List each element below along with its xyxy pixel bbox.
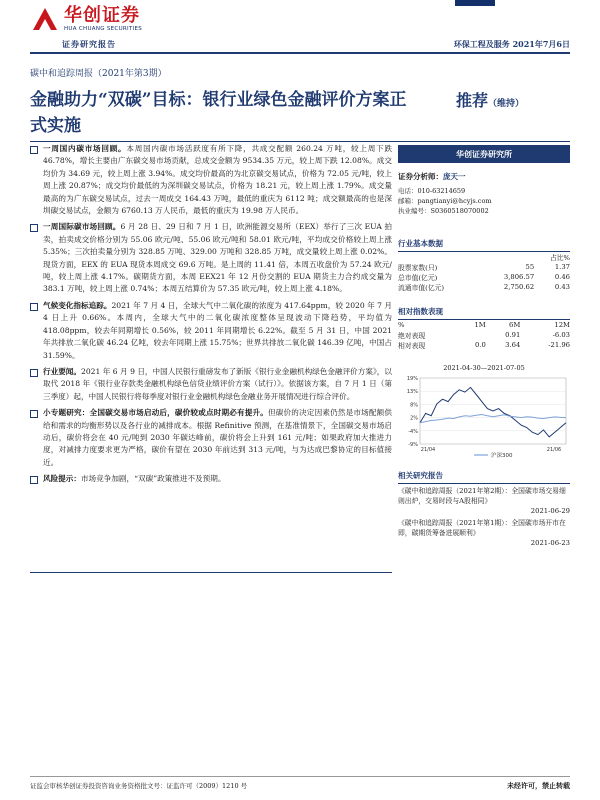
bullet-text [43, 366, 392, 403]
perf-header-cell: 1M [474, 321, 486, 329]
bullet-text [43, 473, 225, 485]
institute-banner: 华创证券研究所 [398, 145, 570, 163]
bullet-body: 但碳价的决定因素仍然是市场配额供给和需求的均衡形势以及各行业的减排成本。根据 Refinitive 预测，在基准情景下，全国碳交易市场启动后，碳价将会在 40 元/吨到 2030 年碳达峰前，碳价将会上升到 161 元/吨；如果政府加大推进力度，对减排力度要求更为严格，碳价有望在 2030 年前达到 313 元/吨，与为达成巴黎协定的目标值接近。 [43, 408, 392, 467]
perf-cell: -6.03 [552, 331, 570, 339]
relative-performance-chart [398, 374, 570, 460]
rating [456, 88, 524, 111]
basic-cell: 流通市值(亿元) [398, 284, 445, 292]
chart-y-tick-label: 13% [406, 389, 418, 396]
bullet-body: 市场竞争加剧，“双碳”政策推进不及预期。 [80, 474, 226, 484]
title-divider [30, 141, 570, 142]
chart-y-tick-label: -9% [408, 442, 418, 448]
perf-cell: 3.64 [505, 341, 521, 349]
bullet-heading: 一周国际碳市场回顾。 [43, 222, 121, 232]
basic-data-table [398, 252, 570, 292]
perf-header-cell: 12M [554, 321, 570, 329]
table-row [398, 330, 570, 340]
perf-header-cell: 6M [509, 321, 521, 329]
analyst-phone: 电话：010-63214659 [398, 187, 466, 195]
chart-x-tick-label: 21/04 [420, 447, 436, 453]
basic-cell: 0.46 [554, 273, 570, 281]
rating-main: 推荐 [456, 91, 489, 110]
footer-license: 证监会审核华创证券投资咨询业务资格批文号：证监许可（2009）1210 号 [30, 782, 248, 790]
basic-header-cell [480, 252, 534, 262]
report-kind: 证券研究报告 [62, 39, 116, 49]
summary-bullet [30, 473, 392, 485]
table-row [398, 272, 570, 282]
sidebar [398, 143, 570, 548]
basic-cell: 总市值(亿元) [398, 274, 438, 282]
table-row [398, 340, 570, 350]
summary-bullet [30, 366, 392, 403]
perf-cell: 绝对表现 [398, 332, 426, 340]
header-divider [30, 52, 570, 54]
chart-svg [398, 374, 570, 460]
basic-cell: 0.43 [554, 283, 570, 291]
bullet-heading: 风险提示： [43, 474, 81, 484]
company-logo [30, 6, 142, 32]
basic-cell: 2,750.62 [503, 283, 535, 291]
report-title: 金融助力“双碳”目标：银行业绿色金融评价方案正式实施 [30, 90, 407, 136]
bullet-heading: 气候变化指标追踪。 [43, 300, 112, 310]
table-row [398, 320, 570, 330]
basic-cell: 55 [525, 263, 535, 271]
basic-header-cell: 占比% [549, 254, 570, 262]
summary-bullet [30, 143, 392, 217]
chart-y-tick-label: 19% [406, 376, 418, 382]
perf-cell: 相对表现 [398, 342, 426, 350]
bullet-heading: 一周国内碳市场回顾。 [43, 144, 127, 153]
perf-cell: -21.96 [548, 341, 570, 349]
chart-x-tick-label: 21/06 [546, 447, 562, 453]
table-row [398, 262, 570, 272]
bullet-square-icon [30, 369, 38, 377]
related-report-date-1: 2021-06-29 [530, 507, 570, 515]
basic-cell: 1.37 [554, 263, 570, 271]
bullet-square-icon [30, 410, 38, 418]
report-industry-date: 环保工程及服务 2021年7月6日 [453, 39, 570, 49]
report-subtitle: 碳中和追踪周报（2021年第3期） [30, 69, 167, 79]
bullet-heading: 行业要闻。 [43, 366, 82, 376]
chart-series-line-2 [420, 415, 566, 423]
perf-cell: 0.91 [505, 331, 521, 339]
footer-divider [30, 776, 570, 777]
chart-range: 2021-04-30—2021-07-05 [443, 364, 525, 372]
chart-legend-label: 沪深300 [491, 453, 513, 459]
footer-copyright: 未经许可，禁止转载 [507, 781, 570, 790]
summary-bullet [30, 221, 392, 295]
chart-y-tick-label: 8% [410, 402, 418, 409]
summary-bullet [30, 407, 392, 469]
bullet-text [43, 221, 392, 295]
chart-y-tick-label: -4% [408, 428, 418, 435]
analyst [398, 171, 570, 182]
chart-series-line-1 [420, 387, 566, 437]
basic-data-title: 行业基本数据 [398, 238, 570, 252]
perf-cell: 0.0 [474, 341, 486, 349]
bullet-text [43, 407, 392, 469]
analyst-name: 庞天一 [443, 172, 466, 181]
bullet-body: 2021 年 6 月 9 日，中国人民银行重磅发布了新版《银行业金融机构绿色金融评价方案》，以取代 2018 年《银行业存款类金融机构绿色信贷业绩评价方案（试行）》。依据该方案，自 7 月 1 日（第三季度）起，中国人民银行将每季度对银行业金融机构绿色金融业务开展情况进行综合评价。 [43, 366, 392, 401]
summary-column [30, 143, 392, 490]
chart-y-tick-label: 2% [410, 415, 418, 422]
bullet-square-icon [30, 146, 38, 154]
bullet-text [43, 143, 392, 217]
bullet-square-icon [30, 476, 38, 484]
table-row [398, 282, 570, 292]
related-reports-title: 相关研究报告 [398, 470, 570, 484]
bullet-square-icon [30, 303, 38, 311]
basic-header-cell [398, 252, 480, 262]
summary-bullet [30, 300, 392, 362]
related-report-1[interactable]: 《碳中和追踪周报（2021年第2期）：全国碳市场交易细则出炉，交易时段与A股相同》 [398, 487, 566, 505]
basic-cell: 3,806.57 [503, 273, 535, 281]
bullet-heading: 小专题研究：全国碳交易市场启动后，碳价较或点时期必有提升。 [43, 408, 269, 418]
analyst-label: 证券分析师： [398, 172, 443, 181]
summary-bottom-divider [30, 572, 392, 573]
logo-mark-icon [30, 6, 60, 32]
perf-table [398, 320, 570, 350]
top-accent-bar [455, 0, 495, 6]
analyst-email[interactable]: 邮箱：pangtianyi@hcyjs.com [398, 197, 492, 205]
bullet-body: 2021 年 7 月 4 日，全球大气中二氧化碳的浓度为 417.64ppm，较 2020 年 7 月 4 日上升 0.66%。本周内，全球大气中的二氧化碳浓度整体呈现波动下降趋势，平均值为 418.08ppm，较去年同期增长 0.56%，较 2011 年同期增长 6.22%。截至 5 月 31 日，中国 2021 年共排放二氧化碳 46.24 亿吨，较去年同期上涨 15.75%；世界共排放二氧化碳 146.39 亿吨，中国占 31.59%。 [43, 300, 392, 360]
bullet-square-icon [30, 224, 38, 232]
related-report-2[interactable]: 《碳中和追踪周报（2021年第1期）：全国碳市场开市在即，碳期货筹备进展顺利》 [398, 519, 566, 537]
bullet-body: 本周国内碳市场活跃度有所下降，共成交配额 260.24 万吨，较上周下跌 46.78%，增长主要由广东碳交易市场贡献，总成交金额为 9534.35 万元，较上周下跌 12.08%。成交均价为 34.69 元，较上周上涨 3.94%。成交均价最高的为北京碳交易试点，价格为 72.05 元/吨，较上周上涨 20.87%；成交均价最低的为深圳碳交易试点，价格为 18.21 元，较上周上涨 1.79%。成交量最高的为广东碳交易试点，过去一周成交 164.43 万吨，最低的重庆为 6112 吨；成交额最高的也是深圳碳交易试点，金额为 6760.13 万人民币，最低的重庆为 19.98 万人民币。 [43, 144, 392, 216]
perf-cell [460, 330, 486, 340]
bullet-text [43, 300, 392, 362]
bullet-body: 6 月 28 日、29 日和 7 月 1 日，欧洲能源交易所（EEX）举行了三次 EUA 拍卖，拍卖成交价格分别为 55.06 欧元/吨、55.06 欧元/吨和 58.01 欧元/吨，平均成交价格较上周上涨 5.35%；三次拍卖量分别为 328.85 万吨、329.00 万吨和 328.85 万吨，成交量较上周上涨 0.02%。现货方面，EEX 的 EUA 现货本周成交 69.6 万吨。是上周的 11.41 倍，本周五收盘价为 57.24 欧元/吨，较上周上涨 4.17%。碳期货方面，本周 EEX21 年 12 月份交割的 EUA 期货主力合约成交量为 383.1 万吨，较上周上涨 0.74%；本周五结算价为 57.35 欧元/吨，较上周上涨 4.18%。 [43, 222, 392, 294]
analyst-cert: 执业编号：S0360518070002 [398, 207, 489, 215]
logo-english: HUA CHUANG SECURITIES [64, 26, 143, 32]
logo-chinese: 华创证券 [64, 5, 140, 26]
related-report-date-2: 2021-06-23 [530, 539, 570, 547]
perf-header-cell: % [398, 321, 405, 329]
rating-note: （维持） [488, 99, 525, 109]
basic-cell: 股票家数(只) [398, 264, 438, 272]
perf-title: 相对指数表现 [398, 306, 570, 320]
